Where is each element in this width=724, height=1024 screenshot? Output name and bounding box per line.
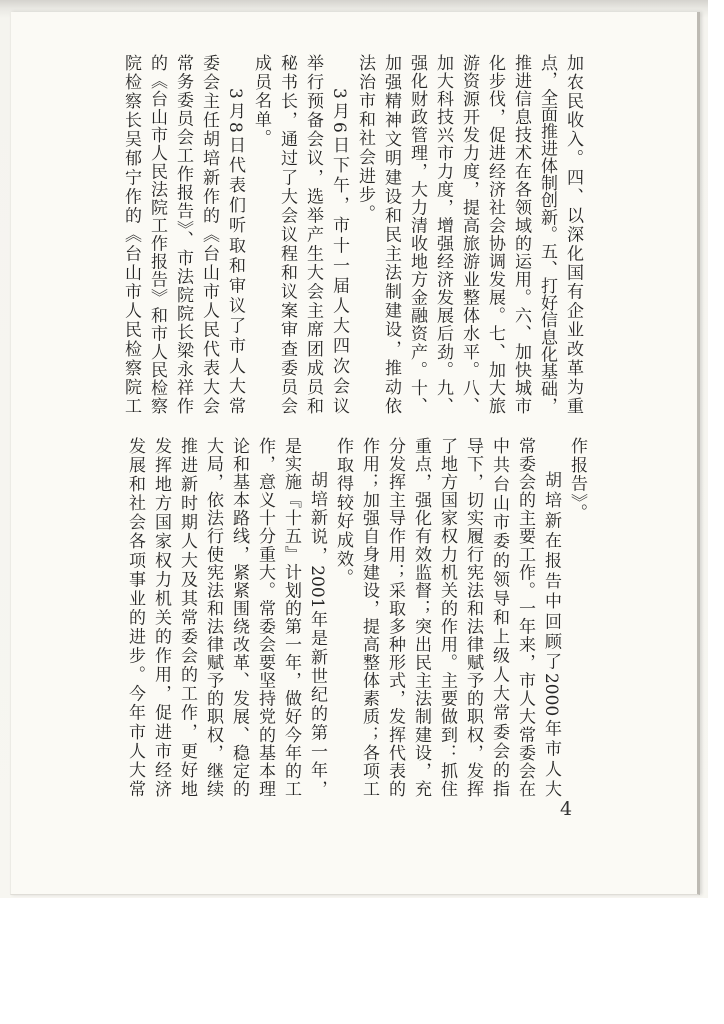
text-column: 加农民收入。四、以深化国有企业改革为重 — [563, 54, 583, 414]
text-column: 秘书长，通过了大会议程和议案审查委员会 — [277, 54, 297, 414]
text-column: 化步伐，促进经济社会协调发展。七、加大旅 — [485, 54, 505, 414]
text-column: 作取得较好成效。 — [333, 437, 353, 588]
text-column: 常务委员会工作报告》、市法院院长梁永祥作 — [173, 54, 193, 414]
text-column: 法治市和社会进步。 — [355, 54, 375, 224]
text-column: 作用；加强自身建设，提高整体素质；各项工 — [359, 437, 379, 797]
text-column: 导下，切实履行宪法和法律赋予的职权，发挥 — [463, 437, 483, 797]
text-column: 3月6日下午，市十一届人大四次会议 — [329, 88, 349, 414]
text-column: 了地方国家权力机关的作用。主要做到：抓住 — [437, 437, 457, 797]
text-column: 强化财政管理，大力清收地方金融资产。十、 — [407, 54, 427, 414]
upper-text-block — [118, 54, 586, 414]
text-column: 院检察长吴郁宁作的《台山市人民检察院工 — [121, 54, 141, 414]
text-column: 发挥地方国家权力机关的作用，促进市经济 — [151, 437, 171, 797]
text-column: 加大科技兴市力度，增强经济发展后劲。九、 — [433, 54, 453, 414]
page-number: 4 — [560, 798, 573, 820]
text-column: 是实施『十五』计划的第一年，做好今年的工 — [281, 437, 301, 797]
text-column: 大局，依法行使宪法和法律赋予的职权，继续 — [203, 437, 223, 797]
text-column: 分发挥主导作用；采取多种形式，发挥代表的 — [385, 437, 405, 797]
text-column: 发展和社会各项事业的进步。今年市人大常 — [125, 437, 145, 797]
text-column: 推进信息技术在各领域的运用。六、加快城市 — [511, 54, 531, 414]
text-column: 常委会的主要工作。一年来，市人大常委会在 — [515, 437, 535, 797]
text-column: 推进新时期人大及其常委会的工作，更好地 — [177, 437, 197, 797]
text-column: 加强精神文明建设和民主法制建设，推动依 — [381, 54, 401, 414]
text-column: 的《台山市人民法院工作报告》和市人民检察 — [147, 54, 167, 414]
text-column: 委会主任胡培新作的《台山市人民代表大会 — [199, 54, 219, 414]
text-column: 论和基本路线，紧紧围绕改革、发展、稳定的 — [229, 437, 249, 797]
lower-text-block — [122, 437, 590, 797]
text-column: 点，全面推进体制创新。五、打好信息化基础， — [537, 54, 557, 414]
text-column: 成员名单。 — [251, 54, 271, 148]
text-column: 游资源开发力度，提高旅游业整体水平。八、 — [459, 54, 479, 414]
text-column: 作，意义十分重大。常委会要坚持党的基本理 — [255, 437, 275, 797]
text-column: 胡培新说，2001年是新世纪的第一年， — [307, 471, 327, 797]
text-column: 中共台山市委的领导和上级人大常委会的指 — [489, 437, 509, 797]
text-column: 作报告》。 — [567, 437, 587, 523]
text-column: 胡培新在报告中回顾了2000年市人大 — [541, 471, 561, 797]
text-column: 重点，强化有效监督；突出民主法制建设，充 — [411, 437, 431, 797]
text-column: 举行预备会议，选举产生大会主席团成员和 — [303, 54, 323, 414]
text-column: 3月8日代表们听取和审议了市人大常 — [225, 88, 245, 414]
